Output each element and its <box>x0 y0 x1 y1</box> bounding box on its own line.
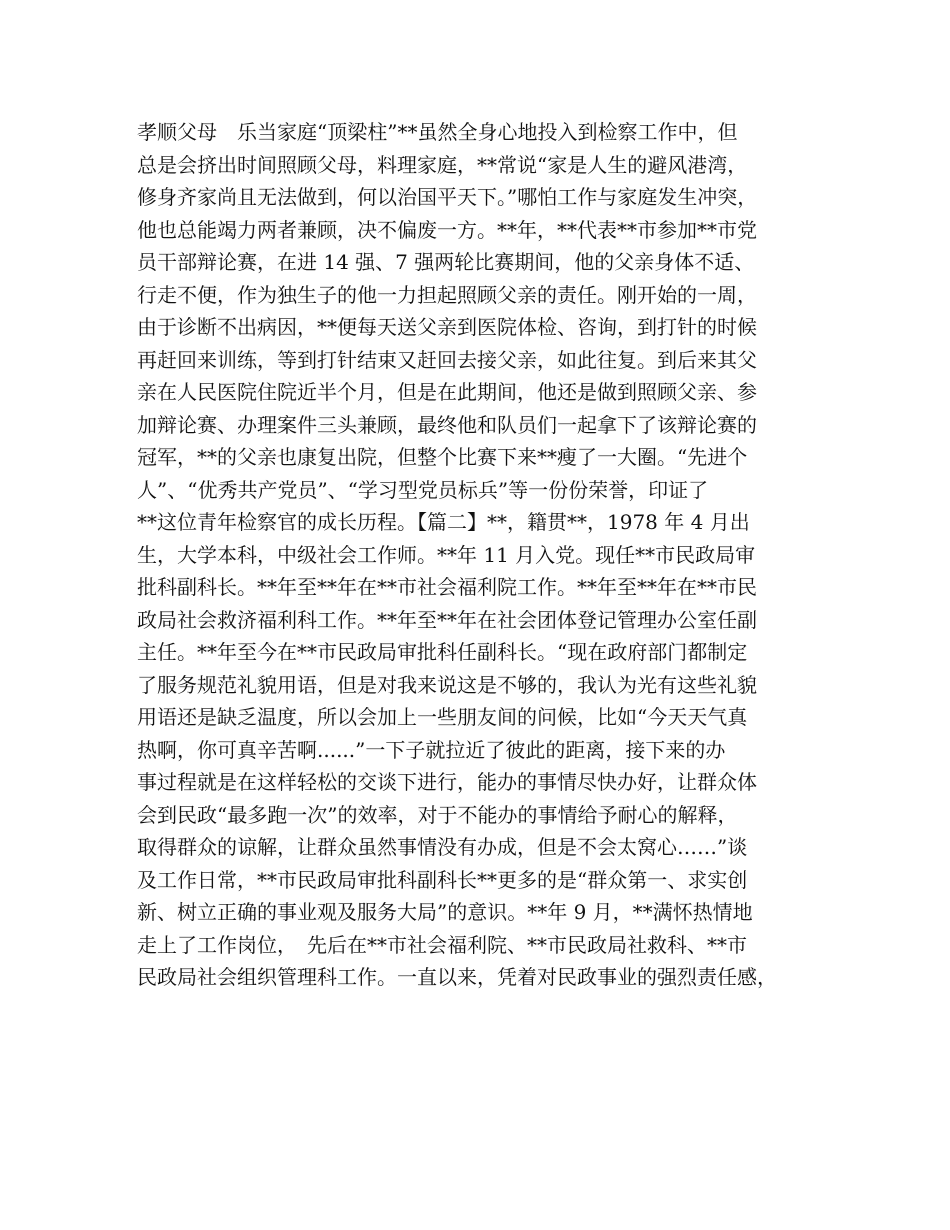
text-line-21: 事过程就是在这样轻松的交谈下进行，能办的事情尽快办好，让群众体 <box>137 770 757 794</box>
text-line-10: 加辩论赛、办理案件三头兼顾，最终他和队员们一起拿下了该辩论赛的 <box>137 412 757 437</box>
text-line-1: 孝顺父母 乐当家庭“顶梁柱”**虽然全身心地投入到检察工作中，但 <box>137 120 738 144</box>
text-line-16: 政局社会救济福利科工作。**年至**年在社会团体登记管理办公室任副 <box>137 607 757 632</box>
text-line-15: 批科副科长。**年至**年在**市社会福利院工作。**年至**年在**市民 <box>137 575 757 599</box>
text-line-23: 取得群众的谅解，让群众虽然事情没有办成，但是不会太窝心……”谈 <box>137 835 748 859</box>
text-line-9: 亲在人民医院住院近半个月，但是在此期间，他还是做到照顾父亲、参 <box>137 380 757 404</box>
text-line-22: 会到民政“最多跑一次”的效率，对于不能办的事情给予耐心的解释， <box>137 802 738 827</box>
text-line-25: 新、树立正确的事业观及服务大局”的意识。**年 9 月，**满怀热情地 <box>137 900 753 924</box>
text-line-11: 冠军，**的父亲也康复出院，但整个比赛下来**瘦了一大圈。“先进个 <box>137 445 748 469</box>
text-line-14: 生，大学本科，中级社会工作师。**年 11 月入党。现任**市民政局审 <box>137 542 756 567</box>
text-line-3: 修身齐家尚且无法做到，何以治国平天下。”哪怕工作与家庭发生冲突， <box>137 185 758 209</box>
text-line-26: 走上了工作岗位， 先后在**市社会福利院、**市民政局社救科、**市 <box>137 932 747 957</box>
text-line-12: 人”、“优秀共产党员”、“学习型党员标兵”等一份份荣誉，印证了 <box>137 477 709 502</box>
text-line-6: 行走不便，作为独生子的他一力担起照顾父亲的责任。刚开始的一周， <box>137 282 757 307</box>
text-line-4: 他也总能竭力两者兼顾，决不偏废一方。**年，**代表**市参加**市党 <box>137 217 757 242</box>
text-line-7: 由于诊断不出病因，**便每天送父亲到医院体检、咨询，到打针的时候 <box>137 315 757 339</box>
text-line-2: 总是会挤出时间照顾父母，料理家庭，**常说“家是人生的避风港湾， <box>137 152 748 177</box>
text-line-18: 了服务规范礼貌用语，但是对我来说这是不够的，我认为光有这些礼貌 <box>137 672 757 697</box>
body-text <box>137 116 837 994</box>
text-line-17: 主任。**年至今在**市民政局审批科任副科长。“现在政府部门都制定 <box>137 640 748 664</box>
text-line-19: 用语还是缺乏温度，所以会加上一些朋友间的问候，比如“今天天气真 <box>137 705 748 729</box>
text-line-24: 及工作日常，**市民政局审批科副科长**更多的是“群众第一、求实创 <box>137 867 748 892</box>
text-line-13: **这位青年检察官的成长历程。【篇二】**，籍贯**，1978 年 4 月出 <box>137 510 750 534</box>
text-line-20: 热啊，你可真辛苦啊......”一下子就拉近了彼此的距离，接下来的办 <box>137 737 726 762</box>
text-line-8: 再赶回来训练，等到打针结束又赶回去接父亲，如此往复。到后来其父 <box>137 347 757 372</box>
text-line-27: 民政局社会组织管理科工作。一直以来，凭着对民政事业的强烈责任感， <box>137 965 777 989</box>
text-line-5: 员干部辩论赛，在进 14 强、7 强两轮比赛期间，他的父亲身体不适、 <box>137 250 755 274</box>
